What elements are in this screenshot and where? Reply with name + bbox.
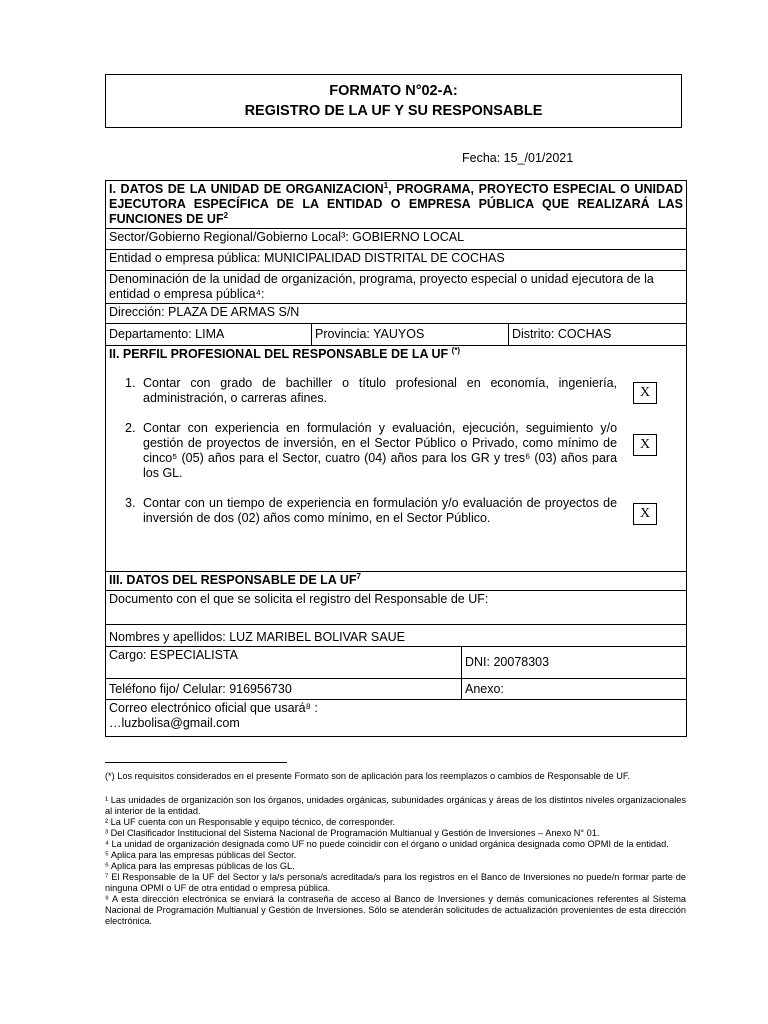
section1-sup1: 1	[383, 180, 389, 190]
section2-title: II. PERFIL PROFESIONAL DEL RESPONSABLE DE LA UF	[109, 347, 449, 361]
dni-field: DNI: 20078303	[462, 647, 687, 679]
registration-form-table	[105, 180, 687, 737]
footnotes	[105, 771, 686, 927]
footnote-star: (*) Los requisitos considerados en el presente Formato son de aplicación para los reemplazos o cambios de Responsable de UF.	[105, 771, 630, 781]
form-title-box	[105, 74, 682, 128]
requirement-number: 1.	[125, 376, 136, 390]
requirement-checkbox[interactable]: X	[633, 382, 657, 404]
section3-sup: 7	[356, 571, 361, 581]
requirement-number: 2.	[125, 421, 136, 435]
requirement-number: 3.	[125, 496, 136, 510]
entidad-field: Entidad o empresa pública: MUNICIPALIDAD DISTRITAL DE COCHAS	[106, 250, 687, 271]
footnote-3: ³ Del Clasificador Institucional del Sistema Nacional de Programación Multianual y Gestión de Inversiones – Anexo N° 01.	[105, 828, 600, 838]
nombres-field: Nombres y apellidos: LUZ MARIBEL BOLIVAR SAUE	[106, 625, 687, 647]
date-field: Fecha: 15_/01/2021	[462, 151, 574, 165]
documento-field: Documento con el que se solicita el registro del Responsable de UF:	[106, 591, 687, 625]
requirement-item	[109, 376, 683, 406]
cargo-field: Cargo: ESPECIALISTA	[106, 647, 462, 679]
requirement-checkbox[interactable]: X	[633, 434, 657, 456]
footnote-1: ¹ Las unidades de organización son los órganos, unidades orgánicas, subunidades orgánicas y áreas de los distintos niveles organizacionales al interior de la entidad.	[105, 795, 686, 816]
telefono-field: Teléfono fijo/ Celular: 916956730	[106, 679, 462, 700]
footnote-7: ⁷ El Responsable de la UF del Sector y la/s persona/s acreditada/s para los registros en el Banco de Inversiones no puede/n formar parte de ninguna OPMI o UF de otra entidad o empresa pública.	[105, 872, 686, 893]
section1-title-b: , PROGRAMA, PROYECTO ESPECIAL O UNIDAD EJECUTORA ESPECÍFICA DE LA ENTIDAD O EMPRESA PÚBLICA QUE REALIZARÁ LAS FUNCIONES DE UF	[109, 182, 684, 226]
requirement-item	[109, 421, 683, 481]
form-title-line1: FORMATO N°02-A:	[329, 83, 458, 99]
requirements-list	[109, 376, 683, 526]
departamento-field: Departamento: LIMA	[106, 324, 312, 346]
section2-heading	[109, 347, 683, 362]
distrito-field: Distrito: COCHAS	[509, 324, 687, 346]
section2-sup: (*)	[451, 345, 461, 355]
footnote-2: ² La UF cuenta con un Responsable y equipo técnico, de corresponder.	[105, 817, 396, 827]
footnote-4: ⁴ La unidad de organización designada como UF no puede coincidir con el órgano o unidad orgánica designada como OPMI de la entidad.	[105, 839, 669, 849]
footnote-divider	[105, 762, 287, 763]
direccion-field: Dirección: PLAZA DE ARMAS S/N	[106, 304, 687, 324]
footnote-6: ⁶ Aplica para las empresas públicas de los GL.	[105, 861, 295, 871]
footnote-5: ⁵ Aplica para las empresas públicas del Sector.	[105, 850, 297, 860]
section3-title: III. DATOS DEL RESPONSABLE DE LA UF	[109, 573, 357, 587]
anexo-field: Anexo:	[462, 679, 687, 700]
requirement-text: Contar con grado de bachiller o título profesional en economía, ingeniería, administración, o carreras afines.	[143, 376, 618, 405]
provincia-field: Provincia: YAUYOS	[312, 324, 509, 346]
form-title-line2: REGISTRO DE LA UF Y SU RESPONSABLE	[244, 103, 543, 119]
section1-heading	[106, 181, 687, 229]
correo-value: …luzbolisa@gmail.com	[109, 716, 240, 730]
section2-cell	[106, 346, 687, 572]
requirement-item	[109, 496, 683, 526]
correo-cell	[106, 700, 687, 737]
requirement-text: Contar con experiencia en formulación y evaluación, ejecución, seguimiento y/o gestión de proyectos de inversión, en el Sector Público o Privado, como mínimo de cinco⁵ (05) años para el Sector, cuatro (04) años para los GR y tres⁶ (03) años para los GL.	[143, 421, 618, 480]
requirement-checkbox[interactable]: X	[633, 503, 657, 525]
correo-label: Correo electrónico oficial que usará⁸ :	[109, 701, 318, 715]
footnote-8: ⁸ A esta dirección electrónica se enviará la contraseña de acceso al Banco de Inversiones y demás comunicaciones referentes al Sistema Nacional de Programación Multianual y Gestión de Inversiones. Sólo se atenderán solicitudes de actualización provenientes de esta dirección electrónica.	[105, 894, 686, 926]
sector-field: Sector/Gobierno Regional/Gobierno Local³: GOBIERNO LOCAL	[106, 229, 687, 250]
section1-title-a: I. DATOS DE LA UNIDAD DE ORGANIZACION	[109, 182, 384, 196]
denominacion-field: Denominación de la unidad de organización, programa, proyecto especial o unidad ejecutora de la entidad o empresa pública⁴:	[106, 271, 687, 304]
section1-sup2: 2	[223, 210, 229, 220]
section3-heading	[106, 572, 687, 591]
requirement-text: Contar con un tiempo de experiencia en formulación y/o evaluación de proyectos de inversión de dos (02) años como mínimo, en el Sector Público.	[143, 496, 618, 525]
